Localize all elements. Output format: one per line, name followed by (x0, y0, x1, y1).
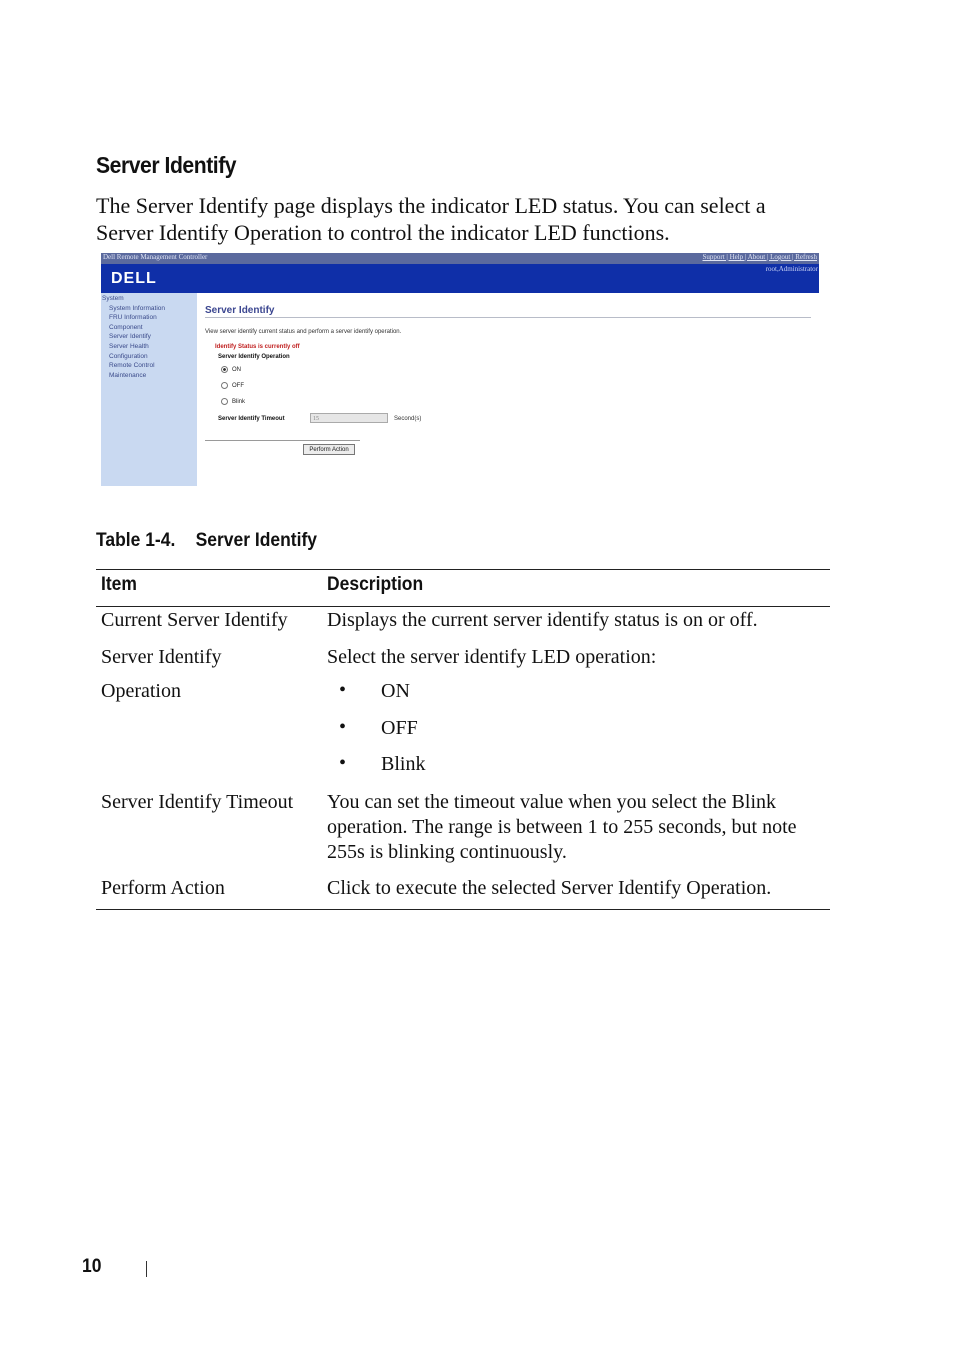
bullet-off: OFF (381, 717, 418, 739)
screenshot-topbar (101, 253, 819, 264)
nav-item-server-identify[interactable]: Server Identify (109, 333, 151, 341)
table-row-2-description: Select the server identify LED operation: (327, 646, 657, 668)
page-number: 10 (82, 1256, 102, 1277)
bullet-blink: Blink (381, 753, 426, 775)
action-divider (205, 440, 360, 441)
screenshot-banner (101, 264, 819, 293)
nav-item-configuration[interactable]: Configuration (109, 352, 148, 360)
bullet-on: ON (381, 680, 410, 702)
operation-label: Server Identify Operation (218, 354, 290, 360)
screenshot-page-title: Server Identify (205, 305, 275, 316)
title-divider (205, 317, 811, 318)
radio-on-label: ON (232, 367, 241, 374)
table-header-item: Item (101, 574, 137, 595)
radio-blink[interactable] (221, 398, 245, 405)
table-row-3-description: You can set the timeout value when you select the Blink operation. The range is between 1 to 255 seconds, but note 255s is blinking continuously. (327, 791, 797, 863)
navigation-sidebar (101, 293, 197, 486)
top-links[interactable]: Support | Help | About | Logout | Refresh (702, 253, 817, 261)
table-row-4-description: Click to execute the selected Server Identify Operation. (327, 877, 772, 899)
nav-item-fru-information[interactable]: FRU Information (109, 314, 157, 322)
nav-item-component[interactable]: Component (109, 323, 143, 331)
user-label: root,Administrator (765, 265, 818, 273)
table-row-2-item-line1: Server Identify (101, 646, 222, 668)
table-row-4-item: Perform Action (101, 877, 225, 899)
radio-blink-label: Blink (232, 399, 246, 406)
nav-item-server-health[interactable]: Server Health (109, 342, 149, 350)
intro-paragraph: The Server Identify page displays the indicator LED status. You can select a Server Identify Operation to control the indicator LED functions. (96, 193, 766, 245)
table-caption-title: Server Identify (195, 530, 318, 551)
radio-on[interactable] (221, 366, 241, 373)
timeout-unit: Second(s) (394, 416, 422, 422)
table-row-1-item: Current Server Identify (101, 609, 288, 631)
table-caption-number: Table 1-4. (96, 530, 176, 551)
radio-off[interactable] (221, 382, 244, 389)
table-row-1-description: Displays the current server identify status is on or off. (327, 609, 758, 631)
bullet-icon: • (339, 716, 347, 738)
footer-divider (146, 1261, 147, 1277)
radio-on-icon[interactable] (221, 366, 228, 373)
nav-root[interactable]: System (102, 295, 124, 302)
bullet-icon: • (339, 752, 347, 774)
identify-status: Identify Status is currently off (215, 344, 300, 350)
dell-logo: DELL (111, 270, 157, 287)
timeout-input[interactable]: 15 (310, 413, 388, 423)
radio-off-icon[interactable] (221, 382, 228, 389)
table-bottom-rule (96, 909, 830, 910)
radio-off-label: OFF (232, 383, 244, 390)
nav-item-remote-control[interactable]: Remote Control (109, 362, 155, 370)
app-title: Dell Remote Management Controller (103, 253, 208, 261)
perform-action-button[interactable]: Perform Action (303, 444, 355, 455)
nav-tree (102, 294, 165, 380)
bullet-icon: • (339, 679, 347, 701)
table-header-rule (96, 606, 830, 607)
section-title: Server Identify (96, 152, 237, 178)
table-caption (96, 530, 317, 552)
table-top-rule (96, 569, 830, 570)
screenshot-description: View server identify current status and perform a server identify operation. (205, 329, 402, 335)
table-row-3-item: Server Identify Timeout (101, 791, 294, 813)
table-header-description: Description (327, 574, 424, 595)
nav-item-system-information[interactable]: System Information (109, 304, 165, 312)
timeout-label: Server Identify Timeout (218, 416, 285, 422)
nav-item-maintenance[interactable]: Maintenance (109, 371, 147, 379)
radio-blink-icon[interactable] (221, 398, 228, 405)
screenshot-figure (101, 253, 819, 486)
table-row-2-item-line2: Operation (101, 680, 181, 702)
